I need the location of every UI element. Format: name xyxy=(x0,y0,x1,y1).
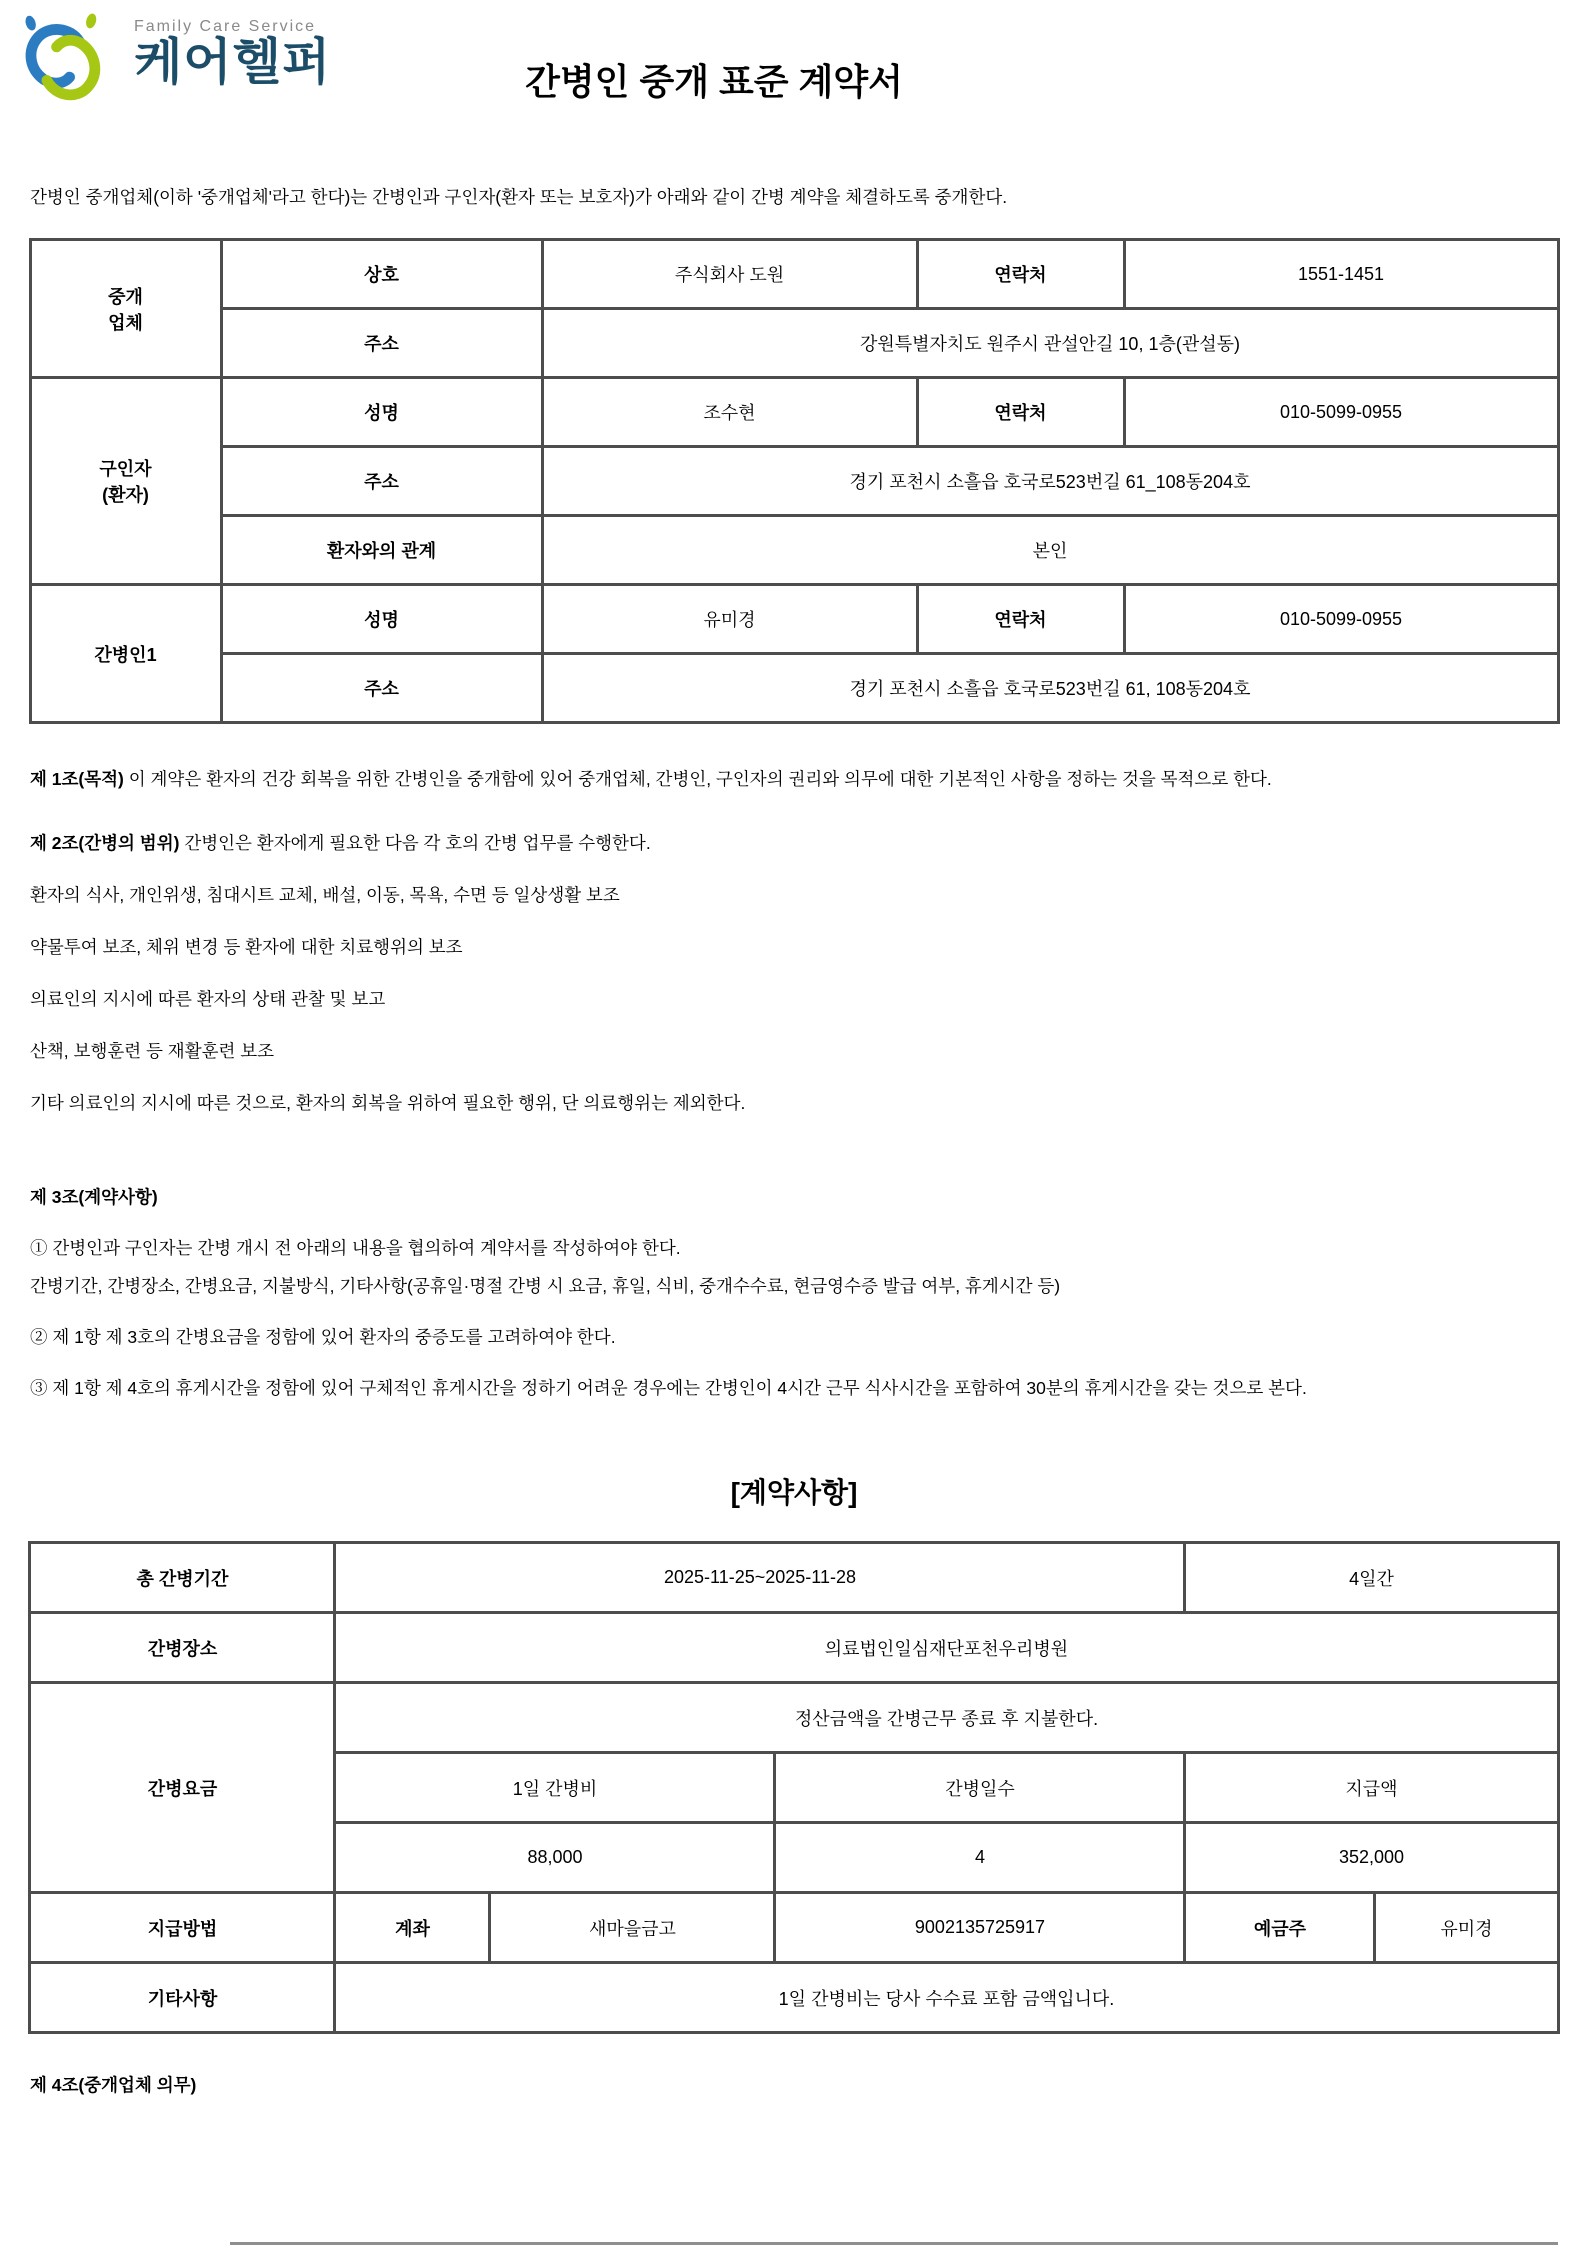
place-label: 간병장소 xyxy=(30,1613,335,1683)
articles-section xyxy=(30,760,1558,1407)
broker-group-cell xyxy=(30,240,221,378)
client-contact-label: 연락처 xyxy=(917,378,1124,447)
broker-name-value: 주식회사 도원 xyxy=(542,240,917,309)
fee-daily-value: 88,000 xyxy=(335,1823,775,1893)
broker-addr-value: 강원특별자치도 원주시 관설안길 10, 1층(관설동) xyxy=(542,309,1558,378)
period-value: 2025-11-25~2025-11-28 xyxy=(335,1543,1185,1613)
etc-value: 1일 간병비는 당사 수수료 포함 금액입니다. xyxy=(335,1963,1558,2033)
intro-paragraph: 간병인 중개업체(이하 '중개업체'라고 한다)는 간병인과 구인자(환자 또는 보호자)가 아래와 같이 간병 계약을 체결하도록 중개한다. xyxy=(30,187,1008,207)
broker-addr-label: 주소 xyxy=(221,309,542,378)
document-title: 간병인 중개 표준 계약서 xyxy=(525,61,903,102)
broker-contact-value: 1551-1451 xyxy=(1124,240,1558,309)
table-row xyxy=(30,654,1558,723)
bank-value: 새마을금고 xyxy=(490,1893,775,1963)
carer-name-label: 성명 xyxy=(221,585,542,654)
article-2-title: 제 2조(간병의 범위) xyxy=(30,833,180,853)
document-header xyxy=(0,0,1588,138)
table-row xyxy=(30,1683,1558,1753)
article-1-title: 제 1조(목적) xyxy=(30,769,124,789)
carehelper-logo xyxy=(8,8,331,116)
article-1 xyxy=(30,760,1558,798)
article-2-item-4: 산책, 보행훈련 등 재활훈련 보조 xyxy=(30,1041,275,1061)
article-3-item-3: ③ 제 1항 제 4호의 휴게시간을 정함에 있어 구체적인 휴게시간을 정하기 어려운 경우에는 간병인이 4시간 근무 식사시간을 포함하여 30분의 휴게시간을 갖는 것으로 본다. xyxy=(30,1378,1307,1398)
article-2 xyxy=(30,824,1558,862)
duration-value: 4일간 xyxy=(1185,1543,1558,1613)
article-2-item-2: 약물투여 보조, 체위 변경 등 환자에 대한 치료행위의 보조 xyxy=(30,937,463,957)
parties-table xyxy=(29,238,1560,724)
article-4-title: 제 4조(중개업체 의무) xyxy=(30,2075,197,2095)
article-3-item-1-sub: 간병기간, 간병장소, 간병요금, 지불방식, 기타사항(공휴일·명절 간병 시 요금, 휴일, 식비, 중개수수료, 현금영수증 발급 여부, 휴게시간 등) xyxy=(30,1276,1061,1296)
client-contact-value: 010-5099-0955 xyxy=(1124,378,1558,447)
article-3-item-1: ① 간병인과 구인자는 간병 개시 전 아래의 내용을 협의하여 계약서를 작성하여야 한다. xyxy=(30,1238,681,1258)
broker-contact-label: 연락처 xyxy=(917,240,1124,309)
table-row xyxy=(30,447,1558,516)
client-name-value: 조수현 xyxy=(542,378,917,447)
fee-note: 정산금액을 간병근무 종료 후 지불한다. xyxy=(335,1683,1558,1753)
fee-total-value: 352,000 xyxy=(1185,1823,1558,1893)
holder-value: 유미경 xyxy=(1375,1893,1558,1963)
carer-contact-label: 연락처 xyxy=(917,585,1124,654)
carer-contact-value: 010-5099-0955 xyxy=(1124,585,1558,654)
period-label: 총 간병기간 xyxy=(30,1543,335,1613)
relation-label: 환자와의 관계 xyxy=(221,516,542,585)
fee-label: 간병요금 xyxy=(30,1683,335,1893)
article-2-item-5: 기타 의료인의 지시에 따른 것으로, 환자의 회복을 위하여 필요한 행위, 단 의료행위는 제외한다. xyxy=(30,1093,746,1113)
logo-tagline: Family Care Service xyxy=(134,18,317,35)
client-addr-label: 주소 xyxy=(221,447,542,516)
broker-group-label-line1: 중개 xyxy=(108,286,143,307)
article-2-body: 간병인은 환자에게 필요한 다음 각 호의 간병 업무를 수행한다. xyxy=(179,833,651,853)
etc-label: 기타사항 xyxy=(30,1963,335,2033)
article-2-item-1: 환자의 식사, 개인위생, 침대시트 교체, 배설, 이동, 목욕, 수면 등 일상생활 보조 xyxy=(30,885,620,905)
fee-col-days-header: 간병일수 xyxy=(775,1753,1185,1823)
table-row xyxy=(30,1543,1558,1613)
fee-days-value: 4 xyxy=(775,1823,1185,1893)
client-name-label: 성명 xyxy=(221,378,542,447)
account-label: 계좌 xyxy=(335,1893,490,1963)
contract-terms-heading: [계약사항] xyxy=(730,1477,858,1508)
table-row xyxy=(30,1613,1558,1683)
account-number-value: 9002135725917 xyxy=(775,1893,1185,1963)
carer-group-cell: 간병인1 xyxy=(30,585,221,723)
carehelper-heart-logo-icon xyxy=(8,8,116,116)
article-2-item-3: 의료인의 지시에 따른 환자의 상태 관찰 및 보고 xyxy=(30,989,386,1009)
table-row xyxy=(30,516,1558,585)
contract-terms-table xyxy=(28,1541,1559,2034)
logo-text-block xyxy=(134,8,331,89)
table-row xyxy=(30,585,1558,654)
broker-group-label-line2: 업체 xyxy=(108,312,143,333)
holder-label: 예금주 xyxy=(1185,1893,1375,1963)
broker-name-label: 상호 xyxy=(221,240,542,309)
carer-addr-label: 주소 xyxy=(221,654,542,723)
table-row xyxy=(30,240,1558,309)
client-group-cell xyxy=(30,378,221,585)
table-row xyxy=(30,378,1558,447)
client-group-label-line1: 구인자 xyxy=(99,459,152,479)
article-3-title: 제 3조(계약사항) xyxy=(30,1187,158,1207)
fee-col-total-header: 지급액 xyxy=(1185,1753,1558,1823)
client-group-label-line2: (환자) xyxy=(102,485,149,505)
article-1-body: 이 계약은 환자의 건강 회복을 위한 간병인을 중개함에 있어 중개업체, 간병인, 구인자의 권리와 의무에 대한 기본적인 사항을 정하는 것을 목적으로 한다. xyxy=(123,769,1272,789)
table-row xyxy=(30,1963,1558,2033)
table-row xyxy=(30,1893,1558,1963)
carer-name-value: 유미경 xyxy=(542,585,917,654)
client-addr-value: 경기 포천시 소흘읍 호국로523번길 61_108동204호 xyxy=(542,447,1558,516)
table-row xyxy=(30,309,1558,378)
pay-method-label: 지급방법 xyxy=(30,1893,335,1963)
fee-col-daily-header: 1일 간병비 xyxy=(335,1753,775,1823)
article-3-item-2: ② 제 1항 제 3호의 간병요금을 정함에 있어 환자의 중증도를 고려하여야 한다. xyxy=(30,1327,616,1347)
logo-brand-name: 케어헬퍼 xyxy=(134,34,332,90)
carer-addr-value: 경기 포천시 소흘읍 호국로523번길 61, 108동204호 xyxy=(542,654,1558,723)
relation-value: 본인 xyxy=(542,516,1558,585)
place-value: 의료법인일심재단포천우리병원 xyxy=(335,1613,1558,1683)
